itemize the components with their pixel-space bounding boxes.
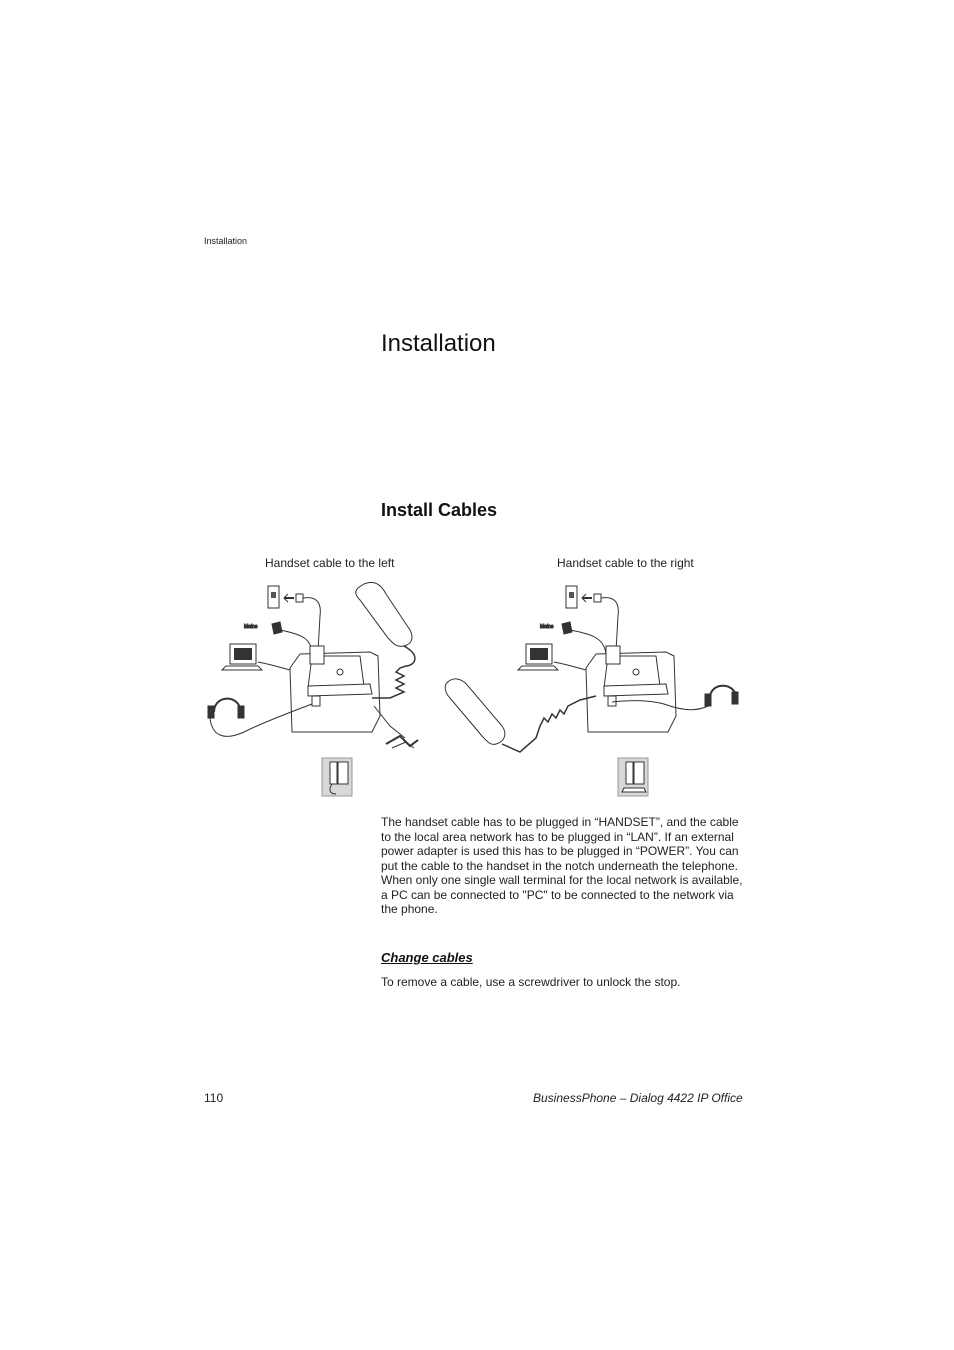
phone-thumbnail-left-icon [322,758,352,796]
wall-socket-icon [268,586,279,608]
power-adapter-icon [562,622,572,634]
figure-caption-left: Handset cable to the left [265,556,395,570]
pc-icon [222,644,262,670]
chapter-title: Installation [381,330,496,357]
section-title: Install Cables [381,500,498,520]
subsection-text: To remove a cable, use a screwdriver to unlock the stop. [381,975,681,989]
cable-installation-figure [200,576,760,806]
handset-right-icon [445,679,505,744]
pc-icon [518,644,558,670]
phone-base-right [586,646,676,732]
phone-thumbnail-right-icon [618,758,648,796]
footer-doc-title: BusinessPhone – Dialog 4422 IP Office [533,1091,743,1105]
left-diagram [208,582,418,796]
headset-right-icon [705,686,738,706]
right-diagram [445,586,738,796]
handset-left-icon [356,582,412,646]
figure-caption-right: Handset cable to the right [557,556,694,570]
wall-socket-icon [566,586,577,608]
headset-left-icon [208,699,244,718]
page-number: 110 [204,1091,224,1105]
phone-base-left [290,646,380,732]
subsection-title: Change cables [381,950,473,965]
power-adapter-icon [272,622,282,634]
running-head: Installation [204,236,248,246]
mains-label-right: Mains [540,624,554,630]
installation-instructions: The handset cable has to be plugged in “HANDSET”, and the cable to the local area network has to be plugged in “LAN”. If an external power adapter is used this has to be plugged in “POWER”. You can put the cable to the handset in the notch underneath the telephone. When only one single wall terminal for the local network is available, a PC can be connected to "PC" to be connected to the network via the phone. [381,815,743,916]
mains-label-left: Mains [244,624,258,630]
